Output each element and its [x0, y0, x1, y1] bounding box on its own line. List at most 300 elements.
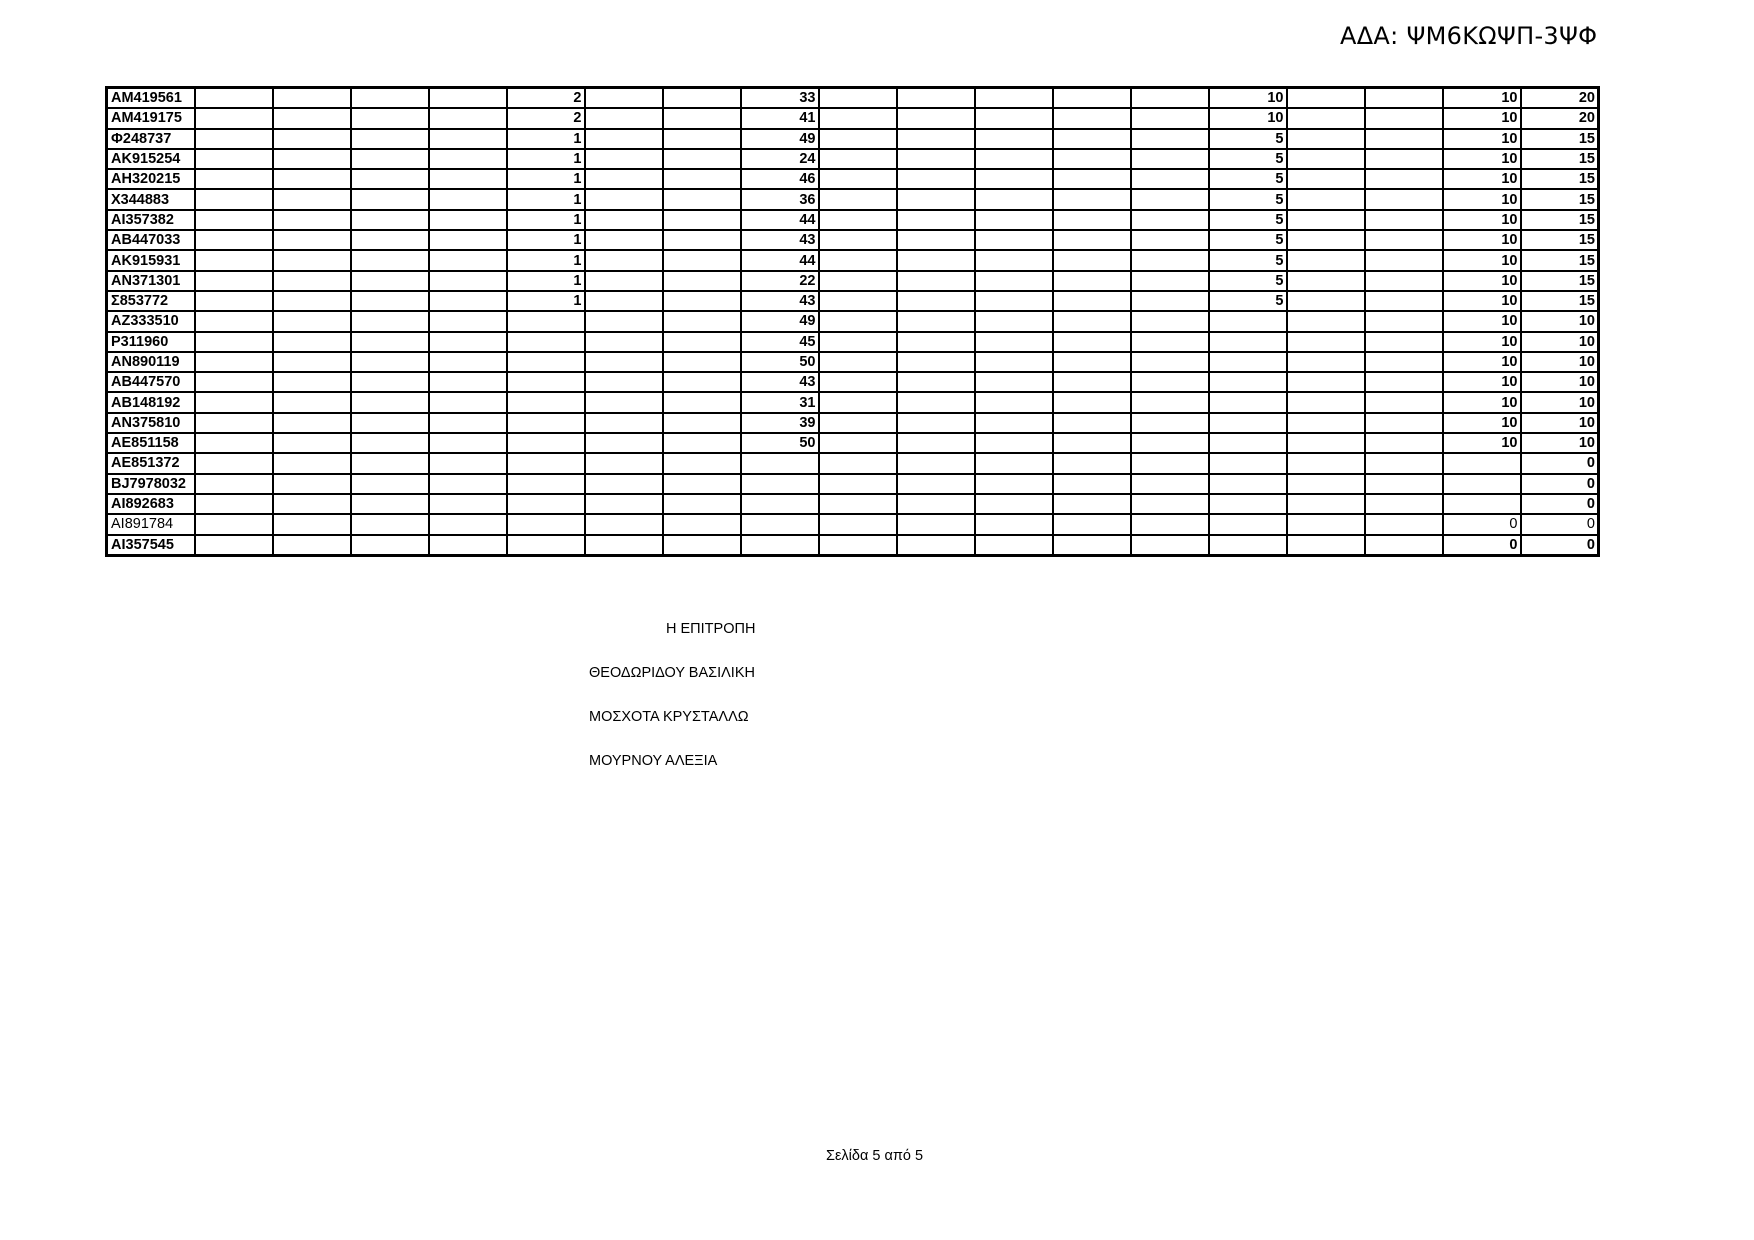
cell-empty: [1287, 535, 1365, 556]
cell-empty: [1131, 392, 1209, 412]
cell-value: 10: [1443, 433, 1521, 453]
cell-empty: [429, 535, 507, 556]
cell-value: 50: [741, 433, 819, 453]
cell-empty: [585, 474, 663, 494]
cell-value: 10: [1443, 108, 1521, 128]
cell-empty: [273, 311, 351, 331]
cell-empty: [429, 413, 507, 433]
cell-empty: [195, 291, 273, 311]
table-row: [107, 372, 1599, 392]
cell-empty: [819, 535, 897, 556]
cell-empty: [273, 332, 351, 352]
cell-empty: [351, 271, 429, 291]
cell-empty: [897, 210, 975, 230]
cell-value: [1443, 494, 1521, 514]
cell-empty: [273, 413, 351, 433]
cell-value: 15: [1521, 230, 1599, 250]
table-row: [107, 392, 1599, 412]
cell-empty: [663, 88, 741, 109]
cell-empty: [429, 169, 507, 189]
cell-value: 0: [1443, 535, 1521, 556]
cell-empty: [1053, 474, 1131, 494]
cell-value: 5: [1209, 250, 1287, 270]
cell-empty: [1053, 494, 1131, 514]
cell-empty: [1365, 494, 1443, 514]
cell-empty: [195, 311, 273, 331]
cell-empty: [195, 392, 273, 412]
cell-value: 0: [1521, 474, 1599, 494]
cell-empty: [1365, 189, 1443, 209]
cell-value: 10: [1443, 149, 1521, 169]
cell-empty: [351, 311, 429, 331]
cell-empty: [1053, 189, 1131, 209]
cell-empty: [1131, 169, 1209, 189]
cell-value: 15: [1521, 169, 1599, 189]
cell-id: AI891784: [107, 514, 195, 534]
cell-empty: [351, 332, 429, 352]
cell-empty: [1287, 189, 1365, 209]
cell-empty: [273, 189, 351, 209]
cell-empty: [273, 535, 351, 556]
cell-empty: [975, 88, 1053, 109]
cell-empty: [975, 514, 1053, 534]
cell-empty: [1287, 474, 1365, 494]
cell-empty: [1131, 230, 1209, 250]
cell-empty: [1365, 108, 1443, 128]
cell-empty: [1131, 129, 1209, 149]
cell-value: 5: [1209, 271, 1287, 291]
cell-empty: [273, 514, 351, 534]
cell-empty: [585, 433, 663, 453]
cell-empty: [975, 352, 1053, 372]
cell-empty: [897, 189, 975, 209]
cell-empty: [585, 372, 663, 392]
cell-empty: [1131, 535, 1209, 556]
cell-empty: [819, 291, 897, 311]
cell-empty: [819, 230, 897, 250]
cell-value: 1: [507, 189, 585, 209]
cell-empty: [1053, 108, 1131, 128]
cell-id: AN890119: [107, 352, 195, 372]
cell-empty: [351, 250, 429, 270]
cell-value: [1209, 372, 1287, 392]
cell-empty: [975, 129, 1053, 149]
cell-empty: [429, 250, 507, 270]
cell-value: 44: [741, 250, 819, 270]
cell-empty: [663, 453, 741, 473]
cell-value: 10: [1443, 210, 1521, 230]
cell-empty: [897, 494, 975, 514]
cell-value: 10: [1521, 413, 1599, 433]
cell-empty: [663, 149, 741, 169]
cell-empty: [1131, 474, 1209, 494]
cell-value: 0: [1521, 535, 1599, 556]
committee-title: Η ΕΠΙΤΡΟΠΗ: [666, 621, 756, 637]
cell-value: 5: [1209, 291, 1287, 311]
cell-empty: [351, 392, 429, 412]
cell-empty: [351, 352, 429, 372]
cell-empty: [663, 352, 741, 372]
cell-empty: [819, 189, 897, 209]
cell-empty: [1287, 413, 1365, 433]
cell-empty: [351, 453, 429, 473]
cell-value: 36: [741, 189, 819, 209]
cell-empty: [1365, 413, 1443, 433]
cell-empty: [273, 271, 351, 291]
cell-value: 10: [1521, 352, 1599, 372]
cell-empty: [273, 352, 351, 372]
cell-value: 24: [741, 149, 819, 169]
cell-value: 0: [1521, 453, 1599, 473]
cell-value: [1209, 514, 1287, 534]
cell-value: 43: [741, 230, 819, 250]
cell-value: 0: [1521, 494, 1599, 514]
cell-empty: [663, 189, 741, 209]
table-row: [107, 291, 1599, 311]
cell-empty: [663, 372, 741, 392]
cell-id: Φ248737: [107, 129, 195, 149]
cell-empty: [975, 189, 1053, 209]
cell-empty: [351, 88, 429, 109]
cell-id: AI357382: [107, 210, 195, 230]
cell-value: 46: [741, 169, 819, 189]
table-row: [107, 474, 1599, 494]
cell-empty: [351, 291, 429, 311]
cell-empty: [819, 392, 897, 412]
cell-value: 15: [1521, 210, 1599, 230]
cell-empty: [1131, 108, 1209, 128]
cell-empty: [1131, 494, 1209, 514]
cell-empty: [897, 453, 975, 473]
cell-empty: [273, 88, 351, 109]
cell-empty: [273, 372, 351, 392]
cell-empty: [897, 332, 975, 352]
cell-empty: [663, 311, 741, 331]
cell-value: 1: [507, 230, 585, 250]
cell-empty: [975, 392, 1053, 412]
cell-value: 43: [741, 372, 819, 392]
cell-empty: [1365, 332, 1443, 352]
cell-empty: [273, 250, 351, 270]
cell-value: 10: [1521, 433, 1599, 453]
cell-empty: [897, 108, 975, 128]
cell-empty: [273, 474, 351, 494]
cell-empty: [1287, 129, 1365, 149]
table-row: [107, 514, 1599, 534]
cell-empty: [819, 514, 897, 534]
cell-id: AM419175: [107, 108, 195, 128]
cell-empty: [1131, 453, 1209, 473]
cell-empty: [1365, 453, 1443, 473]
cell-empty: [1365, 433, 1443, 453]
cell-value: 33: [741, 88, 819, 109]
cell-id: AB447033: [107, 230, 195, 250]
cell-id: AI357545: [107, 535, 195, 556]
cell-value: 1: [507, 149, 585, 169]
cell-value: [1209, 453, 1287, 473]
cell-empty: [1053, 311, 1131, 331]
cell-value: 5: [1209, 149, 1287, 169]
cell-empty: [897, 311, 975, 331]
cell-empty: [273, 149, 351, 169]
cell-empty: [663, 392, 741, 412]
cell-empty: [1287, 311, 1365, 331]
cell-empty: [819, 271, 897, 291]
cell-empty: [351, 433, 429, 453]
cell-empty: [897, 291, 975, 311]
cell-empty: [429, 311, 507, 331]
cell-empty: [429, 514, 507, 534]
cell-empty: [663, 129, 741, 149]
cell-value: [741, 453, 819, 473]
cell-empty: [195, 210, 273, 230]
cell-empty: [975, 271, 1053, 291]
cell-empty: [1365, 210, 1443, 230]
cell-empty: [585, 413, 663, 433]
cell-value: [507, 372, 585, 392]
cell-empty: [1131, 250, 1209, 270]
cell-empty: [351, 108, 429, 128]
cell-value: [1209, 332, 1287, 352]
cell-empty: [1365, 88, 1443, 109]
cell-value: 5: [1209, 169, 1287, 189]
cell-value: 10: [1443, 169, 1521, 189]
cell-empty: [663, 535, 741, 556]
cell-empty: [351, 189, 429, 209]
cell-empty: [195, 535, 273, 556]
cell-empty: [429, 88, 507, 109]
cell-empty: [819, 88, 897, 109]
cell-empty: [429, 271, 507, 291]
cell-empty: [1053, 352, 1131, 372]
cell-empty: [1053, 210, 1131, 230]
cell-empty: [1053, 332, 1131, 352]
cell-empty: [1131, 88, 1209, 109]
cell-empty: [1131, 514, 1209, 534]
cell-value: 20: [1521, 88, 1599, 109]
cell-id: AE851158: [107, 433, 195, 453]
cell-value: 44: [741, 210, 819, 230]
cell-empty: [429, 210, 507, 230]
cell-value: [741, 494, 819, 514]
cell-empty: [1365, 474, 1443, 494]
cell-empty: [975, 332, 1053, 352]
cell-empty: [195, 433, 273, 453]
committee-member-3: ΜΟΥΡΝΟΥ ΑΛΕΞΙΑ: [589, 753, 718, 769]
table-row: [107, 433, 1599, 453]
cell-id: X344883: [107, 189, 195, 209]
cell-empty: [1053, 169, 1131, 189]
cell-id: AN375810: [107, 413, 195, 433]
cell-empty: [273, 210, 351, 230]
cell-empty: [351, 494, 429, 514]
cell-empty: [663, 169, 741, 189]
cell-empty: [273, 108, 351, 128]
page-number: Σελίδα 5 από 5: [826, 1148, 924, 1164]
cell-empty: [273, 291, 351, 311]
cell-empty: [585, 453, 663, 473]
table-row: [107, 169, 1599, 189]
cell-empty: [195, 271, 273, 291]
cell-value: 50: [741, 352, 819, 372]
cell-empty: [1287, 230, 1365, 250]
cell-value: 10: [1521, 372, 1599, 392]
cell-empty: [273, 392, 351, 412]
cell-empty: [1053, 129, 1131, 149]
cell-empty: [1365, 271, 1443, 291]
cell-empty: [975, 311, 1053, 331]
cell-empty: [429, 453, 507, 473]
cell-empty: [819, 494, 897, 514]
cell-empty: [1287, 88, 1365, 109]
cell-empty: [663, 413, 741, 433]
cell-empty: [1365, 372, 1443, 392]
cell-empty: [195, 189, 273, 209]
cell-empty: [585, 129, 663, 149]
cell-value: 10: [1443, 271, 1521, 291]
cell-empty: [429, 494, 507, 514]
cell-empty: [819, 372, 897, 392]
cell-value: 41: [741, 108, 819, 128]
cell-empty: [1365, 291, 1443, 311]
cell-empty: [273, 169, 351, 189]
cell-empty: [975, 433, 1053, 453]
cell-empty: [975, 149, 1053, 169]
cell-empty: [897, 149, 975, 169]
cell-value: 10: [1443, 88, 1521, 109]
cell-empty: [429, 230, 507, 250]
cell-empty: [1287, 514, 1365, 534]
cell-value: 1: [507, 169, 585, 189]
cell-empty: [195, 352, 273, 372]
cell-value: 10: [1521, 392, 1599, 412]
cell-value: 10: [1443, 250, 1521, 270]
cell-empty: [897, 372, 975, 392]
cell-empty: [1053, 230, 1131, 250]
cell-empty: [585, 494, 663, 514]
cell-empty: [273, 494, 351, 514]
cell-value: 10: [1443, 392, 1521, 412]
cell-empty: [1287, 108, 1365, 128]
cell-value: 10: [1443, 129, 1521, 149]
cell-value: [507, 514, 585, 534]
cell-empty: [1053, 271, 1131, 291]
cell-empty: [273, 453, 351, 473]
cell-empty: [195, 332, 273, 352]
cell-empty: [975, 413, 1053, 433]
cell-value: 10: [1521, 332, 1599, 352]
cell-empty: [663, 210, 741, 230]
cell-empty: [1287, 210, 1365, 230]
cell-value: [1443, 453, 1521, 473]
cell-id: P311960: [107, 332, 195, 352]
cell-value: [741, 474, 819, 494]
cell-empty: [1365, 169, 1443, 189]
cell-empty: [351, 169, 429, 189]
table-row: [107, 250, 1599, 270]
cell-id: AH320215: [107, 169, 195, 189]
cell-empty: [195, 250, 273, 270]
cell-empty: [1053, 392, 1131, 412]
cell-empty: [663, 494, 741, 514]
cell-value: 49: [741, 311, 819, 331]
cell-value: [507, 392, 585, 412]
cell-empty: [663, 474, 741, 494]
cell-empty: [1131, 210, 1209, 230]
cell-empty: [429, 372, 507, 392]
cell-value: 10: [1209, 108, 1287, 128]
cell-value: [507, 413, 585, 433]
cell-empty: [351, 372, 429, 392]
cell-value: 15: [1521, 189, 1599, 209]
cell-empty: [897, 169, 975, 189]
cell-empty: [1053, 88, 1131, 109]
cell-value: 2: [507, 108, 585, 128]
cell-empty: [195, 453, 273, 473]
cell-value: [507, 474, 585, 494]
cell-empty: [351, 210, 429, 230]
cell-id: AN371301: [107, 271, 195, 291]
cell-empty: [195, 514, 273, 534]
cell-empty: [663, 230, 741, 250]
cell-value: [507, 352, 585, 372]
cell-empty: [819, 250, 897, 270]
cell-empty: [1287, 433, 1365, 453]
cell-empty: [585, 291, 663, 311]
cell-empty: [1053, 291, 1131, 311]
cell-empty: [1131, 149, 1209, 169]
cell-empty: [429, 149, 507, 169]
cell-empty: [1365, 514, 1443, 534]
cell-empty: [1287, 332, 1365, 352]
cell-empty: [897, 250, 975, 270]
cell-empty: [1365, 149, 1443, 169]
cell-empty: [1365, 352, 1443, 372]
cell-empty: [1131, 413, 1209, 433]
table-row: [107, 352, 1599, 372]
cell-value: [507, 535, 585, 556]
table-row: [107, 149, 1599, 169]
cell-id: AZ333510: [107, 311, 195, 331]
table-row: [107, 413, 1599, 433]
cell-empty: [1131, 189, 1209, 209]
results-table: [105, 86, 1600, 557]
cell-value: 0: [1521, 514, 1599, 534]
cell-value: 1: [507, 129, 585, 149]
cell-empty: [897, 352, 975, 372]
table-row: [107, 210, 1599, 230]
cell-empty: [273, 230, 351, 250]
cell-empty: [1287, 453, 1365, 473]
cell-empty: [195, 88, 273, 109]
cell-value: [507, 332, 585, 352]
cell-empty: [585, 271, 663, 291]
cell-value: 10: [1443, 230, 1521, 250]
cell-empty: [585, 230, 663, 250]
cell-value: 15: [1521, 271, 1599, 291]
cell-empty: [897, 88, 975, 109]
cell-value: [1209, 352, 1287, 372]
cell-empty: [663, 250, 741, 270]
cell-empty: [585, 210, 663, 230]
cell-empty: [663, 332, 741, 352]
cell-empty: [897, 271, 975, 291]
cell-empty: [429, 433, 507, 453]
cell-empty: [351, 535, 429, 556]
table-row: [107, 271, 1599, 291]
cell-value: 10: [1443, 311, 1521, 331]
cell-empty: [975, 210, 1053, 230]
